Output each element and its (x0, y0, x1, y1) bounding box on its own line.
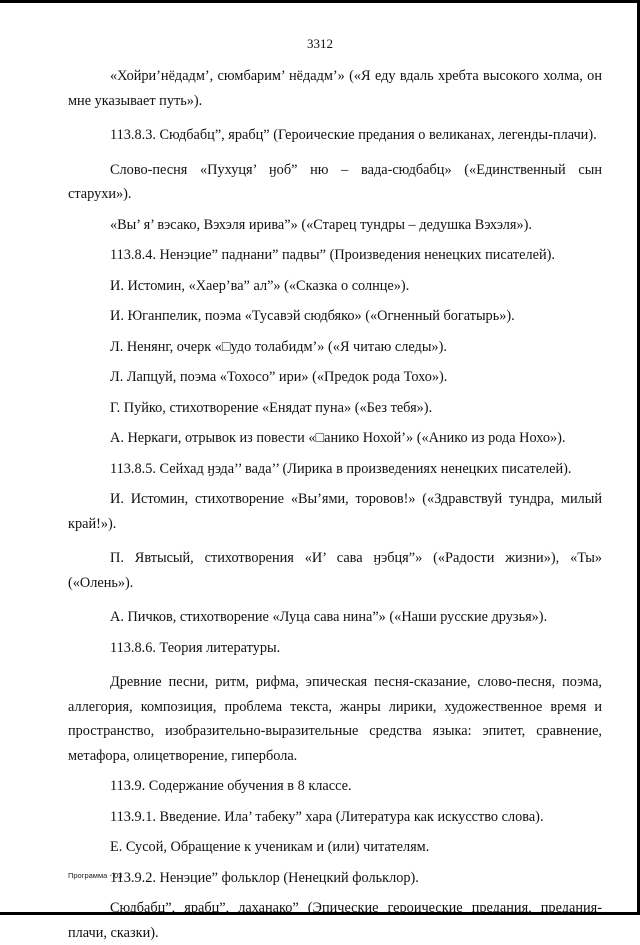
footer-label: Программа - 03 (68, 871, 123, 880)
paragraph-19: 113.9.1. Введение. Ила’ табеку” хара (Литература как искусство слова). (110, 808, 544, 825)
paragraph-12: 113.8.5. Сейхад ӈэда’’ вада’’ (Лирика в произведениях ненецких писателей). (110, 460, 572, 477)
scan-border-top (0, 0, 640, 3)
paragraph-7: И. Юганпелик, поэма «Тусавэй сюдбяко» («Огненный богатырь»). (110, 308, 515, 324)
page-number: 3312 (307, 36, 333, 51)
paragraph-21: 113.9.2. Ненэцие” фольклор (Ненецкий фольклор). (110, 869, 419, 886)
paragraph-6: И. Истомин, «Хаер’ва” ал”» («Сказка о солнце»). (110, 277, 410, 294)
paragraph-13: И. Истомин, стихотворение «Вы’ями, торовов!» («Здравствуй тундра, милый край!»). (68, 491, 602, 532)
paragraph-4: «Вы’ я’ вэсако, Вэхэля ирива”» («Старец тундры – дедушка Вэхэля»). (110, 216, 532, 233)
paragraph-8: Л. Ненянг, очерк «□удо толабидм’» («Я читаю следы»). (110, 338, 447, 355)
paragraph-2: 113.8.3. Сюдбабц”, ярабц” (Героические предания о великанах, легенды-плачи). (110, 127, 597, 143)
paragraph-11: А. Неркаги, отрывок из повести «□анико Нохой’» («Анико из рода Нохо»). (110, 430, 566, 446)
paragraph-16: 113.8.6. Теория литературы. (110, 639, 281, 656)
paragraph-14: П. Явтысый, стихотворения «И’ сава ӈэбця”» («Радости жизни»), «Ты» («Олень»). (68, 550, 602, 591)
paragraph-22: Сюдбабц”, ярабц”, лаханако” (Эпические героические предания, предания-плачи, сказки). (68, 900, 602, 941)
paragraph-5: 113.8.4. Ненэцие” паднани” падвы” (Произведения ненецких писателей). (110, 247, 555, 263)
paragraph-1: «Хойри’нёдадм’, сюмбарим’ нёдадм’» («Я еду вдаль хребта высокого холма, он мне указывает путь»). (68, 68, 602, 109)
paragraph-17: Древние песни, ритм, рифма, эпическая песня-сказание, слово-песня, поэма, аллегория, композиция, проблема текста, жанры лирики, художественное время и пространство, изобразительно-выразительные средства языка: эпитет, сравнение, метафора, олицетворение, гипербола. (68, 674, 602, 764)
paragraph-3: Слово-песня «Пухуця’ ӈоб” ню – вада-сюдбабц» («Единственный сын старухи»). (68, 161, 602, 202)
document-body (68, 64, 602, 945)
paragraph-9: Л. Лапцуй, поэма «Тохосо” ири» («Предок рода Тохо»). (110, 369, 448, 385)
paragraph-15: А. Пичков, стихотворение «Луца сава нина”» («Наши русские друзья»). (110, 609, 548, 625)
paragraph-20: Е. Сусой, Обращение к ученикам и (или) читателям. (110, 839, 430, 855)
paragraph-10: Г. Пуйко, стихотворение «Енядат пуна» («Без тебя»). (110, 399, 433, 416)
paragraph-18: 113.9. Содержание обучения в 8 классе. (110, 778, 352, 794)
